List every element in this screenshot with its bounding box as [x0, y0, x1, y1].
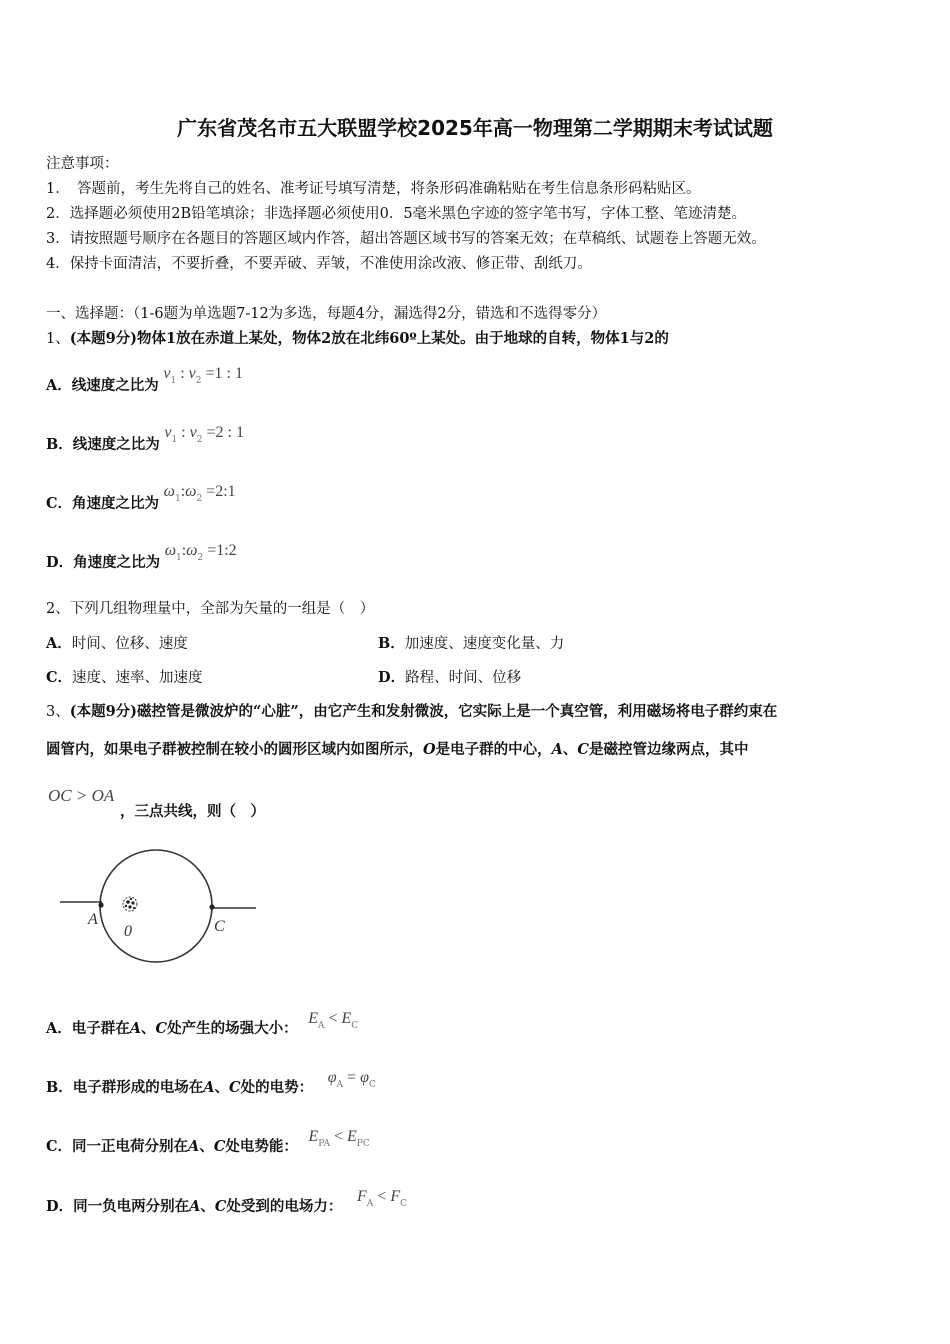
point-c: C	[577, 741, 589, 758]
option-label: A．	[46, 377, 72, 394]
formula-symbol: E	[341, 1010, 352, 1027]
condition-formula: OC > OA	[48, 786, 115, 805]
option-formula	[327, 1069, 376, 1090]
option-formula	[308, 1128, 370, 1149]
option-label: C．	[46, 1138, 73, 1155]
question-3-text: 磁控管是微波炉的“心脏”，由它产生和发射微波，它实际上是一个真空管，利用磁场将电子群约束在	[137, 703, 778, 720]
option-formula: $v_1$ : $v_2 =1$ : 1	[163, 365, 243, 386]
stem-text: 是电子群的中心，	[435, 741, 552, 758]
notice-item-2: 2．选择题必须使用2B铅笔填涂；非选择题必须使用0．5毫米黑色字迹的签字笔书写，字体工整、笔迹清楚。	[46, 206, 747, 222]
question-2-option-a[interactable]	[46, 632, 188, 653]
option-text: 同一负电两分别在	[73, 1198, 190, 1215]
point-a: A	[129, 1020, 142, 1037]
formula-ratio: =2 : 1	[206, 424, 244, 441]
option-text: 角速度之比为	[73, 554, 161, 571]
notice-item-4: 4．保持卡面清洁，不要折叠，不要弄破、弄皱，不准使用涂改液、修正带、刮纸刀。	[46, 256, 592, 272]
section-heading: 一、选择题：（1-6题为单选题7-12为多选，每题4分，漏选得2分，错选和不选得零分）	[46, 306, 607, 322]
formula-symbol: v	[164, 424, 172, 441]
question-1-option-b[interactable]	[46, 424, 244, 457]
point-c-dot	[209, 904, 214, 909]
option-text: 速度、速率、加速度	[72, 670, 203, 686]
question-3-option-c[interactable]	[46, 1128, 370, 1159]
point-c: C	[213, 1138, 226, 1155]
page-title: 广东省茂名市五大联盟学校2025年高一物理第二学期期末考试试题	[177, 116, 773, 140]
formula-op: <	[373, 1188, 391, 1205]
question-3-stem-line-3	[120, 800, 265, 821]
question-3-option-d[interactable]	[46, 1188, 407, 1219]
formula-op: <	[324, 1010, 342, 1027]
option-label: A．	[46, 635, 72, 652]
point-o: O	[423, 741, 436, 758]
option-text: 同一正电荷分别在	[72, 1138, 189, 1155]
label-o: 0	[124, 923, 132, 940]
question-1-tag: (本题9分)	[69, 330, 138, 347]
option-label: C．	[46, 495, 73, 512]
formula-symbol: v	[188, 365, 196, 382]
label-a: A	[88, 911, 98, 928]
formula-symbol: φ	[360, 1069, 369, 1086]
formula-symbol: φ	[327, 1069, 337, 1086]
formula-symbol: v	[189, 424, 197, 441]
question-3-option-a[interactable]	[46, 1010, 359, 1041]
formula-symbol: ω	[186, 542, 198, 559]
formula-symbol: E	[347, 1128, 357, 1145]
option-formula	[308, 1010, 359, 1031]
point-a: A	[203, 1079, 215, 1096]
option-text: 、	[200, 1198, 215, 1215]
option-text: 线速度之比为	[72, 436, 160, 453]
option-text: 加速度、速度变化量、力	[404, 636, 565, 652]
notice-heading: 注意事项：	[46, 156, 119, 172]
question-2-option-b[interactable]	[378, 632, 564, 653]
formula-ratio: =2:1	[206, 483, 236, 500]
point-a: A	[551, 741, 563, 758]
option-text: 角速度之比为	[72, 495, 160, 512]
question-3-stem-line-1	[46, 700, 777, 721]
option-text: 处受到的电场力：	[226, 1198, 343, 1215]
question-2-option-d[interactable]	[378, 666, 521, 687]
question-3-condition	[48, 786, 114, 806]
formula-sub: PA	[318, 1139, 330, 1149]
option-label: D．	[46, 554, 74, 571]
formula-sub: PC	[356, 1139, 370, 1149]
stem-text: 、	[562, 741, 578, 758]
option-text: 电子群在	[71, 1020, 130, 1037]
question-1-option-a[interactable]	[46, 365, 243, 398]
formula-symbol: E	[308, 1128, 319, 1145]
notice-item-1: 1． 答题前，考生先将自己的姓名、准考证号填写清楚，将条形码准确粘贴在考生信息条形码粘贴区。	[46, 181, 701, 197]
option-label: D．	[378, 669, 406, 686]
label-c: C	[214, 918, 225, 935]
formula-op: <	[329, 1128, 348, 1145]
option-text: 处的电势：	[240, 1079, 314, 1096]
option-formula: $\omega_1:\omega_2$ =2:1	[163, 483, 236, 504]
point-a-dot	[98, 902, 103, 907]
question-3-number: 3、	[46, 704, 70, 720]
formula-symbol: E	[308, 1010, 318, 1027]
option-text: 、	[214, 1079, 230, 1096]
stem-text: 圆管内，如果电子群被控制在较小的圆形区域内如图所示，	[46, 741, 423, 758]
question-1-text: 物体1放在赤道上某处，物体2放在北纬60º上某处。由于地球的自转，物体1与2的	[137, 330, 669, 347]
question-1-stem	[46, 327, 669, 348]
question-3-option-b[interactable]	[46, 1069, 376, 1100]
option-label: A．	[46, 1020, 72, 1037]
formula-sub: A	[336, 1080, 344, 1090]
option-formula: $\omega_1:\omega_2$ =1:2	[164, 542, 237, 563]
formula-symbol: F	[390, 1188, 401, 1205]
stem-text: 是磁控管边缘两点，其中	[588, 741, 749, 758]
question-2-option-c[interactable]	[46, 666, 203, 687]
magnetron-figure	[58, 838, 278, 972]
point-c: C	[155, 1020, 168, 1037]
formula-symbol: ω	[164, 542, 176, 559]
option-label: B．	[46, 436, 73, 453]
notice-item-3: 3．请按照题号顺序在各题目的答题区域内作答，超出答题区域书写的答案无效；在草稿纸、试题卷上答题无效。	[46, 231, 766, 247]
option-text: 处电势能：	[225, 1138, 298, 1155]
option-text: 路程、时间、位移	[405, 670, 522, 686]
formula-symbol: v	[163, 365, 171, 382]
formula-sub: C	[400, 1199, 407, 1209]
point-c: C	[229, 1079, 241, 1096]
option-text: 、	[141, 1020, 156, 1037]
question-1-number: 1、	[46, 331, 70, 347]
formula-op: =	[343, 1069, 361, 1086]
option-label: C．	[46, 669, 73, 686]
magnetron-diagram	[58, 838, 278, 968]
formula-sub: A	[366, 1199, 374, 1209]
question-1-option-d[interactable]	[46, 542, 237, 575]
option-label: D．	[46, 1198, 74, 1215]
option-text: 时间、位移、速度	[71, 636, 188, 652]
option-label: B．	[46, 1079, 73, 1096]
option-text: 线速度之比为	[71, 377, 159, 394]
formula-symbol: F	[357, 1188, 367, 1205]
question-3-stem-line-2	[46, 738, 748, 759]
option-label: B．	[378, 635, 405, 652]
formula-ratio: =1:2	[207, 542, 237, 559]
stem-text: ，三点共线，则（ ）	[120, 803, 265, 820]
point-a: A	[188, 1138, 200, 1155]
option-text: 电子群形成的电场在	[72, 1079, 204, 1096]
option-formula	[357, 1188, 407, 1209]
point-c: C	[214, 1198, 227, 1215]
point-a: A	[189, 1198, 201, 1215]
option-formula: $v_1$ : $v_2 =2$ : 1	[164, 424, 244, 445]
option-text: 处产生的场强大小：	[167, 1020, 298, 1037]
formula-symbol: ω	[185, 483, 197, 500]
question-3-tag: (本题9分)	[69, 703, 138, 720]
formula-symbol: ω	[163, 483, 175, 500]
question-1-option-c[interactable]	[46, 483, 236, 516]
formula-sub: A	[317, 1021, 325, 1031]
formula-sub: C	[368, 1080, 376, 1090]
formula-sub: C	[351, 1021, 359, 1031]
question-2-stem: 2、下列几组物理量中，全部为矢量的一组是（ ）	[46, 601, 375, 617]
option-text: 、	[199, 1138, 214, 1155]
formula-ratio: =1 : 1	[205, 365, 243, 382]
